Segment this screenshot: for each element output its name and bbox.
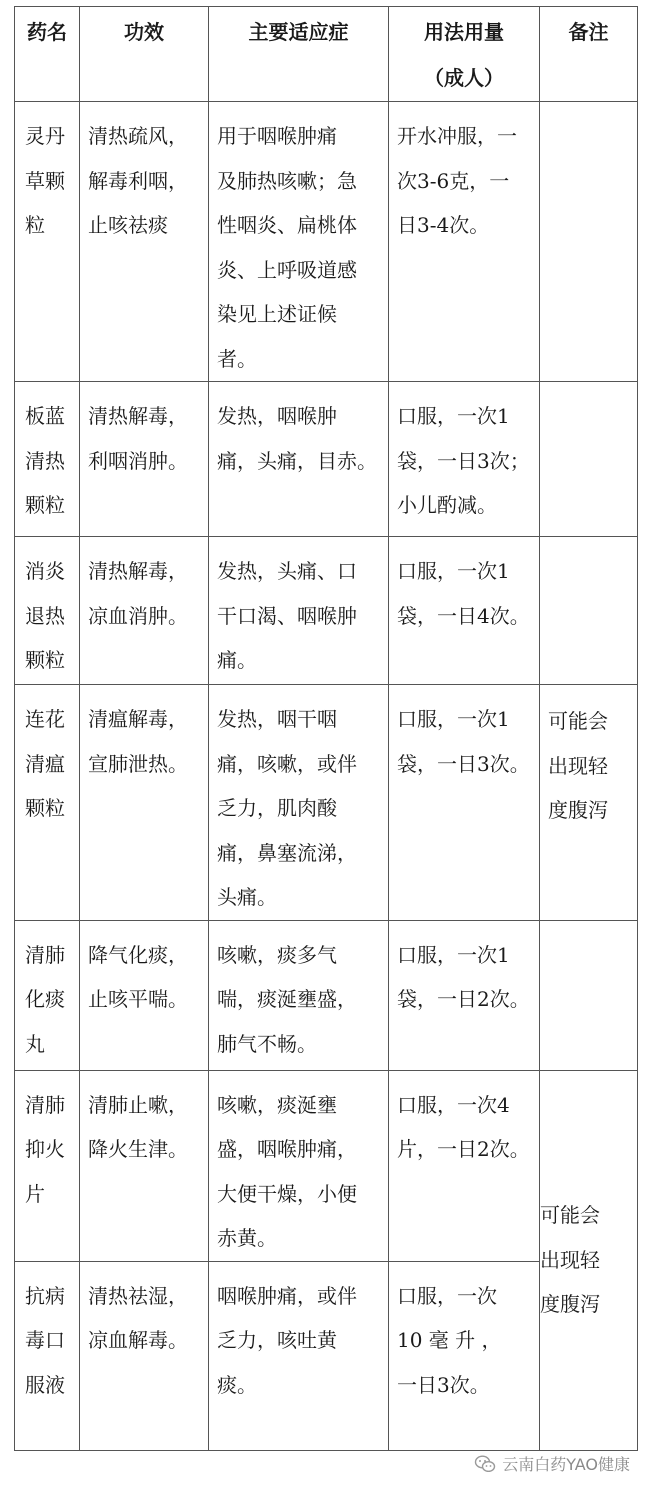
drug-effect: 清热解毒， 利咽消肿。 [88,404,188,473]
merged-note-cell [540,1070,638,1450]
table-row [15,1070,638,1261]
drug-name: 清肺 抑火 片 [25,1092,65,1206]
drug-usage: 口服，一次1 袋，一日3次； 小儿酌减。 [397,404,530,517]
drug-indication: 用于咽喉肿痛 及肺热咳嗽；急 性咽炎、扁桃体 炎、上呼吸道感 染见上述证候 者。 [217,124,357,371]
drug-indication: 咳嗽，痰涎壅 盛，咽喉肿痛， 大便干燥，小便 赤黄。 [217,1092,357,1250]
medicine-table [14,6,638,1451]
drug-effect: 清热疏风， 解毒利咽， 止咳祛痰 [88,124,188,237]
header-usage [389,7,540,102]
drug-note [540,382,637,396]
drug-usage: 口服，一次1 袋，一日2次。 [397,942,530,1011]
watermark-text: 云南白药YAO健康 [502,1455,630,1474]
header-effect: 功效 [80,7,209,102]
drug-note [540,537,637,551]
drug-indication: 发热，咽干咽 痛，咳嗽，或伴 乏力，肌肉酸 痛，鼻塞流涕， 头痛。 [217,707,357,909]
wechat-icon [474,1454,496,1474]
drug-indication: 发热，头痛、口 干口渴、咽喉肿 痛。 [217,559,357,672]
drug-usage: 口服，一次4 片，一日2次。 [397,1092,530,1161]
drug-effect: 清热解毒， 凉血消肿。 [88,559,188,628]
table-row [15,920,638,1070]
drug-note: 可能会 出现轻 度腹泻 [540,1203,600,1317]
drug-note [540,102,637,116]
drug-indication: 咳嗽，痰多气 喘，痰涎壅盛， 肺气不畅。 [217,942,357,1056]
drug-indication: 咽喉肿痛，或伴 乏力，咳吐黄 痰。 [217,1283,357,1397]
table-row [15,685,638,921]
header-name: 药名 [15,7,80,102]
drug-usage: 口服，一次1 袋，一日3次。 [397,707,530,776]
table-row [15,102,638,382]
drug-name: 清肺 化痰 丸 [25,942,65,1056]
drug-effect: 清肺止嗽， 降火生津。 [88,1092,188,1161]
table-row [15,537,638,685]
drug-usage: 口服，一次1 袋，一日4次。 [397,559,530,628]
drug-name: 板蓝 清热 颗粒 [25,404,65,517]
header-usage-label: 用法用量 （成人） [424,20,504,90]
drug-effect: 清瘟解毒， 宣肺泄热。 [88,707,188,776]
drug-note: 可能会 出现轻 度腹泻 [548,709,608,822]
drug-usage: 开水冲服，一 次3-6克，一 日3-4次。 [397,124,517,237]
table-row [15,382,638,537]
watermark [474,1452,630,1475]
drug-note [540,921,637,935]
drug-name: 抗病 毒口 服液 [25,1283,65,1397]
drug-effect: 降气化痰， 止咳平喘。 [88,942,188,1011]
drug-indication: 发热，咽喉肿 痛，头痛，目赤。 [217,404,377,473]
header-indication: 主要适应症 [209,7,389,102]
drug-name: 灵丹 草颗 粒 [25,124,65,237]
drug-name: 连花 清瘟 颗粒 [25,707,65,820]
header-note: 备注 [540,7,638,102]
drug-effect: 清热祛湿， 凉血解毒。 [88,1283,188,1352]
drug-usage: 口服，一次 10 毫 升 ， 一日3次。 [397,1283,502,1397]
header-row [15,7,638,102]
drug-name: 消炎 退热 颗粒 [25,559,65,672]
